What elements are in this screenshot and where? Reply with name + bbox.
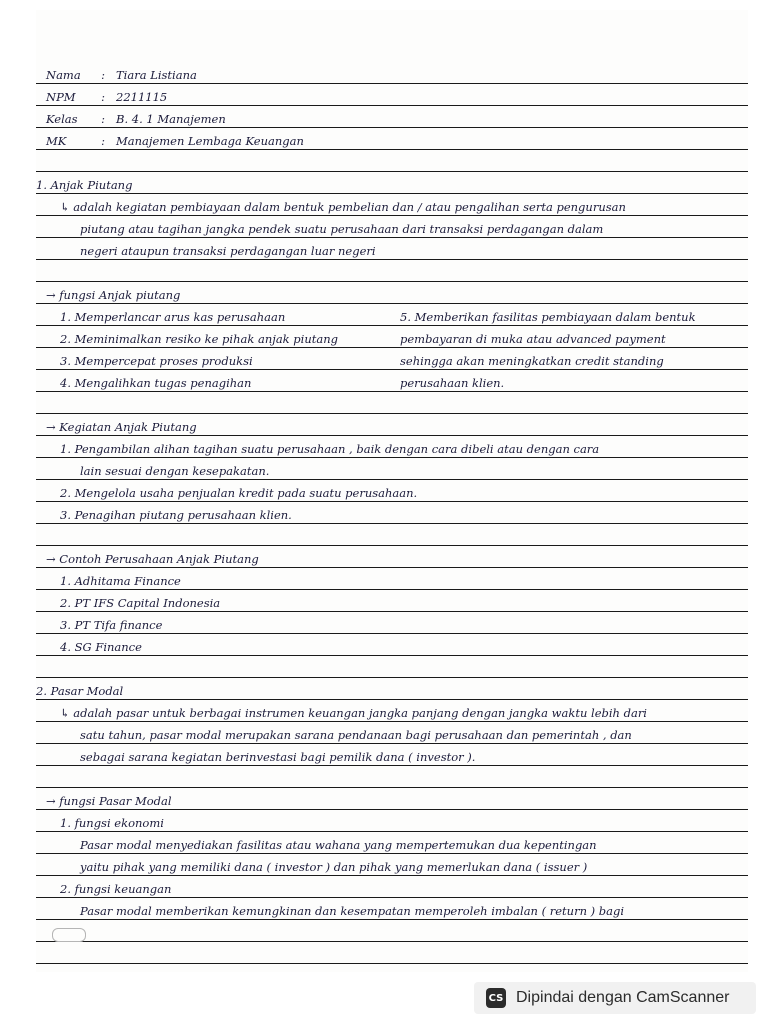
separator: : <box>101 112 105 126</box>
header-mk-row <box>36 130 748 152</box>
fungsi-item: perusahaan klien. <box>400 376 505 390</box>
fungsi-ekonomi-text: Pasar modal menyediakan fasilitas atau wahana yang mempertemukan dua kepentingan <box>80 838 597 852</box>
fungsi-row <box>36 372 748 394</box>
header-nama-row <box>36 64 748 86</box>
fungsi-item: 3. Mempercepat proses produksi <box>60 354 253 368</box>
fungsi-ekonomi-title: 1. fungsi ekonomi <box>60 816 164 830</box>
contoh-item: 3. PT Tifa finance <box>60 618 163 632</box>
kegiatan-title: → Kegiatan Anjak Piutang <box>46 420 197 434</box>
section2-def-line: sebagai sarana kegiatan berinvestasi bagi pemilik dana ( investor ). <box>80 750 476 764</box>
fungsi-pasar-title: → fungsi Pasar Modal <box>46 794 172 808</box>
header-npm-row <box>36 86 748 108</box>
mk-value: Manajemen Lembaga Keuangan <box>116 134 304 148</box>
contoh-item: 2. PT IFS Capital Indonesia <box>60 596 221 610</box>
kegiatan-item: 2. Mengelola usaha penjualan kredit pada suatu perusahaan. <box>60 486 418 500</box>
fungsi-anjak-title: → fungsi Anjak piutang <box>46 288 181 302</box>
separator: : <box>101 68 105 82</box>
npm-value: 2211115 <box>116 90 168 104</box>
fungsi-ekonomi-text: yaitu pihak yang memiliki dana ( investor ) dan pihak yang memerlukan dana ( issuer ) <box>80 860 588 874</box>
kegiatan-item: 3. Penagihan piutang perusahaan klien. <box>60 508 292 522</box>
fungsi-item: 2. Meminimalkan resiko ke pihak anjak piutang <box>60 332 338 346</box>
nama-label: Nama <box>46 68 81 82</box>
kegiatan-item: 1. Pengambilan alihan tagihan suatu perusahaan , baik dengan cara dibeli atau dengan cara <box>60 442 600 456</box>
fungsi-row <box>36 306 748 328</box>
fungsi-item: 5. Memberikan fasilitas pembiayaan dalam bentuk <box>400 310 696 324</box>
fungsi-item: 4. Mengalihkan tugas penagihan <box>60 376 252 390</box>
fungsi-item: pembayaran di muka atau advanced payment <box>400 332 666 346</box>
fungsi-item: 1. Memperlancar arus kas perusahaan <box>60 310 286 324</box>
separator: : <box>101 90 105 104</box>
separator: : <box>101 134 105 148</box>
section1-title: 1. Anjak Piutang <box>36 178 133 192</box>
section1-def-line: ↳ adalah kegiatan pembiayaan dalam bentuk pembelian dan / atau pengalihan serta pengurusan <box>60 200 626 214</box>
section2-def-line: ↳ adalah pasar untuk berbagai instrumen keuangan jangka panjang dengan jangka waktu lebih dari <box>60 706 647 720</box>
watermark-text: Dipindai dengan CamScanner <box>516 989 730 1006</box>
fungsi-keuangan-title: 2. fungsi keuangan <box>60 882 172 896</box>
fungsi-item: sehingga akan meningkatkan credit standing <box>400 354 664 368</box>
fungsi-row <box>36 350 748 372</box>
npm-label: NPM <box>46 90 76 104</box>
nama-value: Tiara Listiana <box>116 68 197 82</box>
fungsi-row <box>36 328 748 350</box>
fungsi-keuangan-text: Pasar modal memberikan kemungkinan dan kesempatan memperoleh imbalan ( return ) bagi <box>80 904 625 918</box>
header-kelas-row <box>36 108 748 130</box>
contoh-item: 4. SG Finance <box>60 640 142 654</box>
mk-label: MK <box>46 134 67 148</box>
notebook-page <box>36 10 748 972</box>
contoh-title: → Contoh Perusahaan Anjak Piutang <box>46 552 259 566</box>
section1-def-line: piutang atau tagihan jangka pendek suatu perusahaan dari transaksi perdagangan dalam <box>80 222 604 236</box>
camscanner-logo-icon: CS <box>486 988 506 1008</box>
page-corner-mark <box>52 928 86 942</box>
section2-title: 2. Pasar Modal <box>36 684 124 698</box>
camscanner-watermark <box>474 982 756 1014</box>
kelas-label: Kelas <box>46 112 78 126</box>
kegiatan-item: lain sesuai dengan kesepakatan. <box>80 464 270 478</box>
kelas-value: B. 4. 1 Manajemen <box>116 112 226 126</box>
contoh-item: 1. Adhitama Finance <box>60 574 181 588</box>
section1-def-line: negeri ataupun transaksi perdagangan luar negeri <box>80 244 376 258</box>
section2-def-line: satu tahun, pasar modal merupakan sarana pendanaan bagi perusahaan dan pemerintah , dan <box>80 728 632 742</box>
